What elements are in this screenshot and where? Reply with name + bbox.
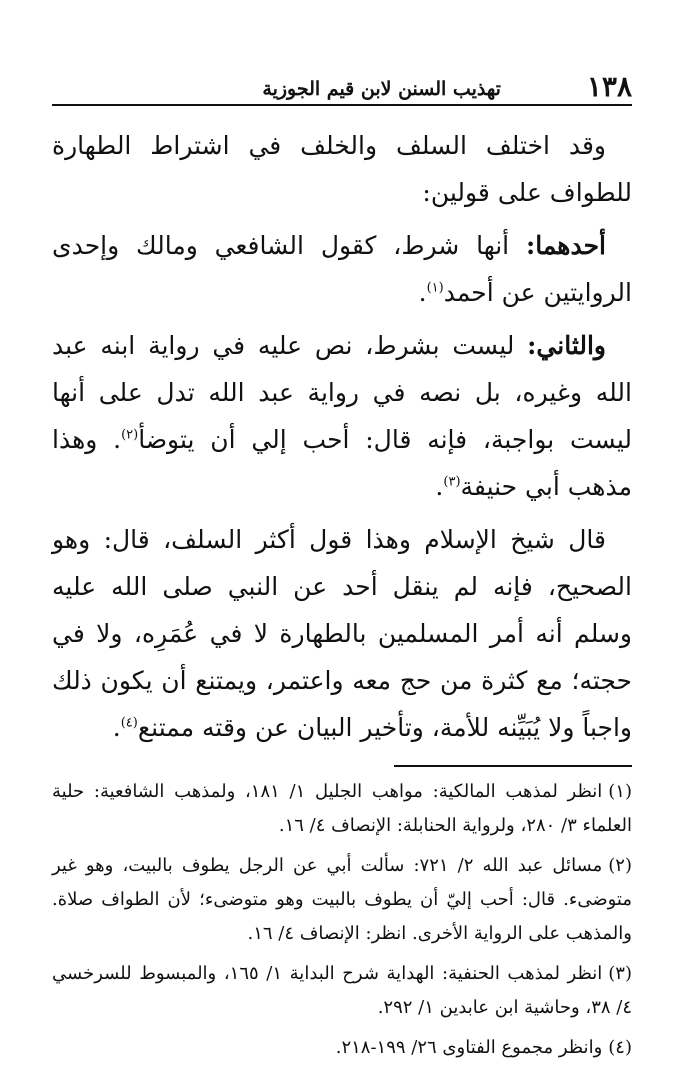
footnote-text: انظر لمذهب المالكية: مواهب الجليل ١/ ١٨١، ولمذهب الشافعية: حلية العلماء ٣/ ٢٨٠، ولرواية الحنابلة: الإنصاف ٤/ ١٦. [52, 781, 632, 836]
footnote-mark: (٢) [608, 855, 632, 876]
first-view-text: أنها شرط، كقول الشافعي ومالك وإحدى الروايتين عن أحمد [52, 231, 632, 307]
footnotes [52, 775, 632, 1065]
footnote-mark: (٣) [608, 963, 632, 984]
book-page [52, 68, 632, 1071]
footnote-3 [52, 957, 632, 1025]
footnote-text: انظر لمذهب الحنفية: الهداية شرح البداية ١/ ١٦٥، والمبسوط للسرخسي ٤/ ٣٨، وحاشية ابن عابدين ١/ ٢٩٢. [52, 963, 632, 1018]
footnote-4 [52, 1031, 632, 1065]
footnote-mark: (٤) [608, 1037, 632, 1058]
footnote-text: مسائل عبد الله ٢/ ٧٢١: سألت أبي عن الرجل يطوف بالبيت، وهو غير متوضىء. قال: أحب إليّ أن يطوف بالبيت وهو متوضىء؛ لأن الطواف صلاة. والمذهب على الرواية الأخرى. انظر: الإنصاف ٤/ ١٦. [52, 855, 632, 944]
second-view-end: . [435, 472, 444, 501]
paragraph-shaykh-opinion [52, 516, 632, 751]
footnote-ref-4[interactable]: (٤) [120, 715, 138, 731]
footnote-divider [394, 765, 632, 767]
paragraph-second-view [52, 322, 632, 510]
footnote-1 [52, 775, 632, 843]
second-view-text-b: . وهذا مذهب أبي حنيفة [52, 425, 632, 501]
paragraph-first-view [52, 222, 632, 316]
footnote-ref-1[interactable]: (١) [426, 280, 444, 296]
shaykh-opinion-end: . [112, 713, 121, 742]
first-view-end: . [418, 278, 427, 307]
paragraph-intro [52, 122, 632, 216]
second-view-text-a: ليست بشرط، نص عليه في رواية ابنه عبد الله وغيره، بل نصه في رواية عبد الله تدل على أنها ليست بواجبة، فإنه قال: أحب إلي أن يتوضأ [52, 331, 632, 454]
footnote-2 [52, 849, 632, 951]
footnote-ref-2[interactable]: (٢) [121, 427, 139, 443]
second-view-lead: والثاني: [527, 331, 606, 360]
shaykh-opinion-text: قال شيخ الإسلام وهذا قول أكثر السلف، قال: وهو الصحيح، فإنه لم ينقل أحد عن النبي صلى الله عليه وسلم أنه أمر المسلمين بالطهارة لا في عُمَرِه، ولا في حجته؛ مع كثرة من حج معه واعتمر، ويمتنع أن يكون ذلك واجباً ولا يُبَيِّنه للأمة، وتأخير البيان عن وقته ممتنع [52, 525, 632, 742]
main-text [52, 122, 632, 751]
first-view-lead: أحدهما: [525, 231, 606, 260]
footnote-mark: (١) [608, 781, 632, 802]
footnote-ref-3[interactable]: (٣) [443, 474, 461, 490]
footnote-text: وانظر مجموع الفتاوى ٢٦/ ١٩٩-٢١٨. [335, 1037, 603, 1058]
page-header [52, 68, 632, 106]
running-title: تهذيب السنن لابن قيم الجوزية [262, 78, 501, 100]
page-number: ١٣٨ [586, 70, 632, 103]
paragraph-intro-text: وقد اختلف السلف والخلف في اشتراط الطهارة للطواف على قولين: [52, 131, 632, 207]
